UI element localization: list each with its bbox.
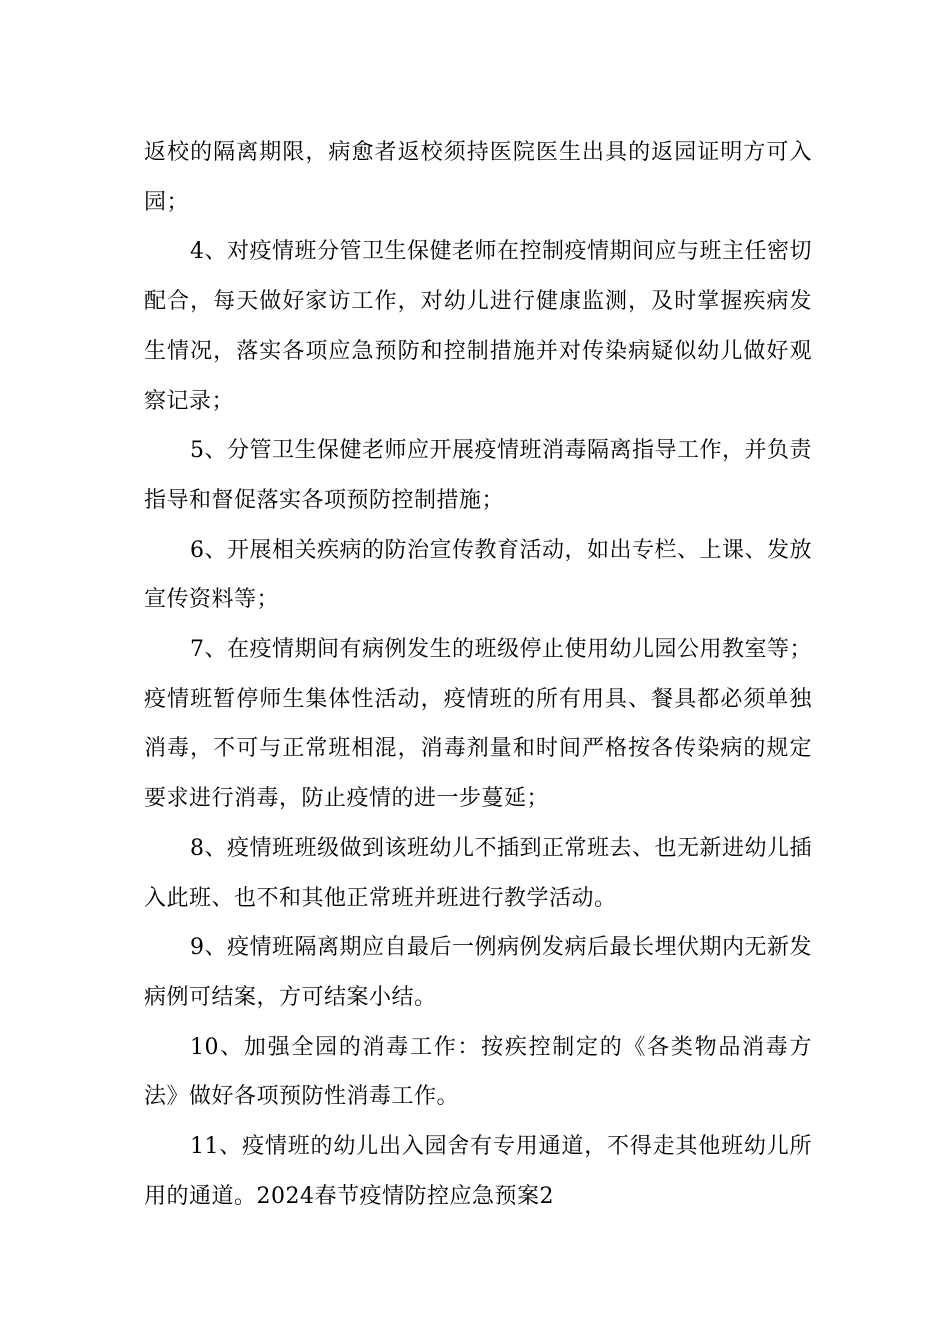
paragraph-item-11: 11、疫情班的幼儿出入园舍有专用通道，不得走其他班幼儿所用的通道。2024春节疫情防控应急预案2 bbox=[144, 1134, 812, 1209]
paragraph-item-9: 9、疫情班隔离期应自最后一例病例发病后最长埋伏期内无新发病例可结案，方可结案小结。 bbox=[144, 935, 812, 1010]
paragraph-item-10: 10、加强全园的消毒工作：按疾控制定的《各类物品消毒方法》做好各项预防性消毒工作。 bbox=[144, 1034, 812, 1110]
paragraph-item-7: 7、在疫情期间有病例发生的班级停止使用幼儿园公用教室等；疫情班暂停师生集体性活动，疫情班的所有用具、餐具都必须单独消毒，不可与正常班相混，消毒剂量和时间严格按各传染病的规定要求进行消毒，防止疫情的进一步蔓延； bbox=[144, 637, 812, 812]
paragraph-item-8: 8、疫情班班级做到该班幼儿不插到正常班去、也无新进幼儿插入此班、也不和其他正常班并班进行教学活动。 bbox=[144, 835, 812, 911]
paragraph-continuation: 返校的隔离期限，病愈者返校须持医院医生出具的返园证明方可入园； bbox=[144, 140, 812, 215]
paragraph-item-4: 4、对疫情班分管卫生保健老师在控制疫情期间应与班主任密切配合，每天做好家访工作，对幼儿进行健康监测，及时掌握疾病发生情况，落实各项应急预防和控制措施并对传染病疑似幼儿做好观察记录； bbox=[144, 239, 812, 414]
paragraph-item-6: 6、开展相关疾病的防治宣传教育活动，如出专栏、上课、发放宣传资料等； bbox=[144, 537, 812, 613]
document-body bbox=[144, 128, 812, 1221]
paragraph-item-5: 5、分管卫生保健老师应开展疫情班消毒隔离指导工作，并负责指导和督促落实各项预防控制措施； bbox=[144, 438, 812, 513]
